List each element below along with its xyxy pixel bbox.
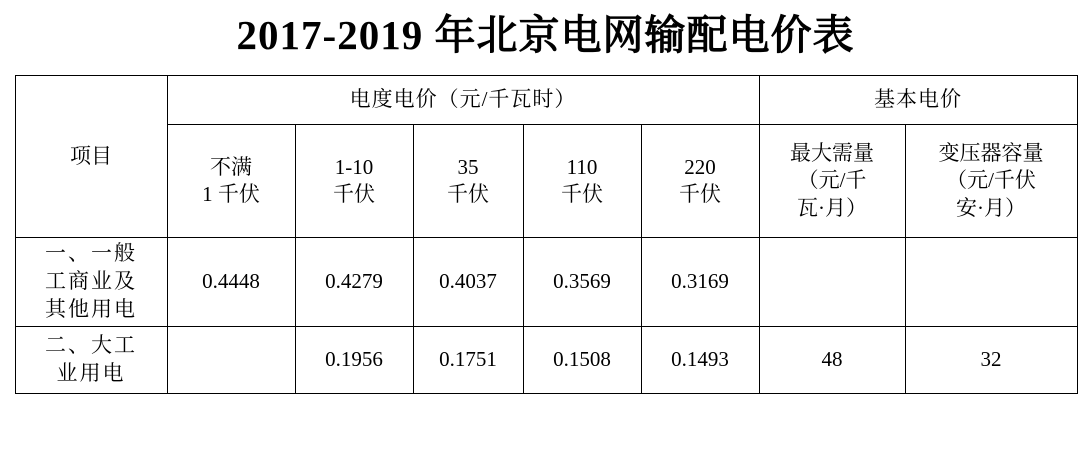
table-row bbox=[15, 326, 1077, 393]
header-voltage-35kv-line1: 35 bbox=[457, 154, 479, 179]
header-voltage-220kv bbox=[641, 125, 759, 238]
cell-industry-1-10kv: 0.1956 bbox=[295, 326, 413, 393]
cell-industry-transformer-capacity: 32 bbox=[905, 326, 1077, 393]
row-label-line1: 一、一般 bbox=[45, 241, 137, 266]
row-label-line1: 二、大工 bbox=[45, 332, 137, 357]
header-item: 项目 bbox=[15, 76, 167, 238]
cell-general-35kv: 0.4037 bbox=[413, 238, 523, 326]
cell-industry-under-1kv bbox=[167, 326, 295, 393]
header-voltage-under-1kv-line1: 不满 bbox=[210, 154, 252, 179]
cell-industry-max-demand: 48 bbox=[759, 326, 905, 393]
header-voltage-35kv bbox=[413, 125, 523, 238]
table-row bbox=[15, 238, 1077, 326]
cell-general-1-10kv: 0.4279 bbox=[295, 238, 413, 326]
header-transformer-capacity-line3: 安·月） bbox=[956, 196, 1027, 221]
header-voltage-35kv-line2: 千伏 bbox=[447, 182, 489, 207]
header-max-demand bbox=[759, 125, 905, 238]
header-voltage-110kv-line1: 110 bbox=[566, 154, 598, 179]
header-voltage-1-10kv-line1: 1-10 bbox=[334, 154, 374, 179]
header-basic-price-group: 基本电价 bbox=[759, 76, 1077, 125]
header-max-demand-line2: （元/千 bbox=[797, 168, 867, 193]
page-title: 2017-2019 年北京电网输配电价表 bbox=[236, 12, 855, 58]
cell-general-under-1kv: 0.4448 bbox=[167, 238, 295, 326]
header-voltage-1-10kv-line2: 千伏 bbox=[333, 182, 375, 207]
table-header-row-sub bbox=[15, 125, 1077, 238]
cell-industry-35kv: 0.1751 bbox=[413, 326, 523, 393]
header-transformer-capacity-line1: 变压器容量 bbox=[938, 140, 1044, 165]
row-label-line3: 其他用电 bbox=[45, 296, 137, 321]
header-voltage-under-1kv-line2: 1 千伏 bbox=[202, 182, 260, 207]
header-voltage-220kv-line1: 220 bbox=[684, 154, 716, 179]
row-label-large-industry bbox=[15, 326, 167, 393]
cell-general-max-demand bbox=[759, 238, 905, 326]
header-max-demand-line1: 最大需量 bbox=[790, 140, 875, 165]
cell-general-220kv: 0.3169 bbox=[641, 238, 759, 326]
header-transformer-capacity-line2: （元/千伏 bbox=[946, 168, 1036, 193]
cell-general-110kv: 0.3569 bbox=[523, 238, 641, 326]
cell-industry-220kv: 0.1493 bbox=[641, 326, 759, 393]
header-energy-price-group: 电度电价（元/千瓦时） bbox=[167, 76, 759, 125]
header-max-demand-line3: 瓦·月） bbox=[797, 196, 868, 221]
header-voltage-110kv bbox=[523, 125, 641, 238]
header-voltage-1-10kv bbox=[295, 125, 413, 238]
header-transformer-capacity bbox=[905, 125, 1077, 238]
cell-industry-110kv: 0.1508 bbox=[523, 326, 641, 393]
cell-general-transformer-capacity bbox=[905, 238, 1077, 326]
header-voltage-110kv-line2: 千伏 bbox=[561, 182, 603, 207]
row-label-line2: 工商业及 bbox=[45, 269, 137, 294]
row-label-general-commercial bbox=[15, 238, 167, 326]
table-header-row-group bbox=[15, 76, 1077, 125]
header-voltage-under-1kv bbox=[167, 125, 295, 238]
transmission-price-table bbox=[15, 75, 1078, 393]
row-label-line2: 业用电 bbox=[56, 360, 126, 385]
price-table-container bbox=[15, 75, 1077, 393]
header-voltage-220kv-line2: 千伏 bbox=[679, 182, 721, 207]
